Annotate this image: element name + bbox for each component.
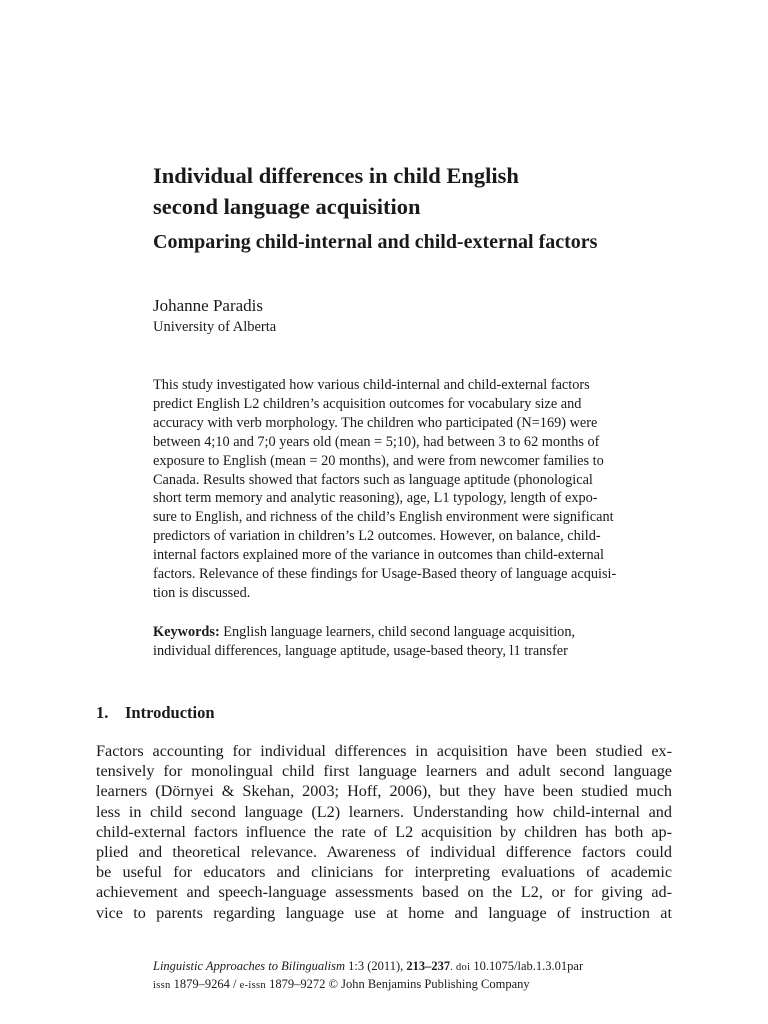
eissn-label: e-issn <box>239 980 266 991</box>
doi-value: 10.1075/lab.1.3.01par <box>470 959 584 973</box>
body-line: be useful for educators and clinicians for interpreting evaluations of academic <box>96 863 672 882</box>
article-title <box>153 160 673 222</box>
body-line: vice to parents regarding language use at home and language of instruction at <box>96 903 672 922</box>
body-line: tensively for monolingual child first language learners and adult second language <box>96 762 672 781</box>
keywords-text: English language learners, child second language acquisition, <box>223 624 576 640</box>
abstract-line: predictors of variation in children’s L2 outcomes. However, on balance, child- <box>153 528 601 545</box>
keywords-line: individual differences, language aptitude, usage-based theory, l1 transfer <box>153 643 568 659</box>
abstract <box>153 376 673 603</box>
issn-label: issn <box>153 980 171 991</box>
eissn-value: 1879–9272 © John Benjamins Publishing Company <box>265 977 530 991</box>
issn-value: 1879–9264 / <box>170 977 240 991</box>
abstract-line: factors. Relevance of these findings for Usage-Based theory of language acquisi- <box>153 566 617 583</box>
abstract-line: tion is discussed. <box>153 584 251 601</box>
author-affiliation: University of Alberta <box>153 319 277 335</box>
article-title-line: Individual differences in child English <box>153 163 519 188</box>
abstract-line: between 4;10 and 7;0 years old (mean = 5;10), had between 3 to 62 months of <box>153 433 600 450</box>
body-line: less in child second language (L2) learners. Understanding how child-internal and <box>96 802 672 821</box>
article-subtitle: Comparing child-internal and child-external factors <box>153 231 598 253</box>
abstract-line: This study investigated how various child-internal and child-external factors <box>153 377 590 393</box>
body-line: achievement and speech-language assessments based on the L2, or for giving ad- <box>96 883 672 902</box>
body-paragraph <box>96 741 672 923</box>
abstract-line: sure to English, and richness of the child’s English environment were significant <box>153 509 614 526</box>
doi-label: . doi <box>450 962 471 973</box>
body-line: child-external factors influence the rate of L2 acquisition by children has both ap- <box>96 822 672 841</box>
body-line: Factors accounting for individual differences in acquisition have been studied ex- <box>96 742 672 760</box>
journal-name: Linguistic Approaches to Bilingualism <box>153 959 346 973</box>
abstract-line: short term memory and analytic reasoning), age, L1 typology, length of expo- <box>153 490 598 507</box>
volume-info: 1:3 (2011), <box>345 959 407 973</box>
abstract-line: Canada. Results showed that factors such as language aptitude (phonological <box>153 471 593 488</box>
keywords-label: Keywords: <box>153 624 220 640</box>
citation-line <box>153 958 583 976</box>
article-title-line: second language acquisition <box>153 194 421 219</box>
keywords-line <box>153 623 673 642</box>
abstract-line: accuracy with verb morphology. The children who participated (N=169) were <box>153 414 598 431</box>
section-title: Introduction <box>125 703 215 722</box>
issn-line <box>153 976 583 994</box>
section-number: 1. <box>96 703 109 722</box>
author-name: Johanne Paradis <box>153 296 264 315</box>
keywords <box>153 623 673 661</box>
section-heading <box>96 702 215 724</box>
page-footer <box>153 958 583 994</box>
body-line: plied and theoretical relevance. Awareness of individual difference factors could <box>96 843 672 862</box>
abstract-line: internal factors explained more of the variance in outcomes than child-external <box>153 547 604 564</box>
body-line: learners (Dörnyei & Skehan, 2003; Hoff, 2006), but they have been studied much <box>96 782 672 801</box>
page-range: 213–237 <box>406 959 451 973</box>
abstract-line: predict English L2 children’s acquisition outcomes for vocabulary size and <box>153 395 582 412</box>
abstract-line: exposure to English (mean = 20 months), and were from newcomer families to <box>153 452 604 469</box>
